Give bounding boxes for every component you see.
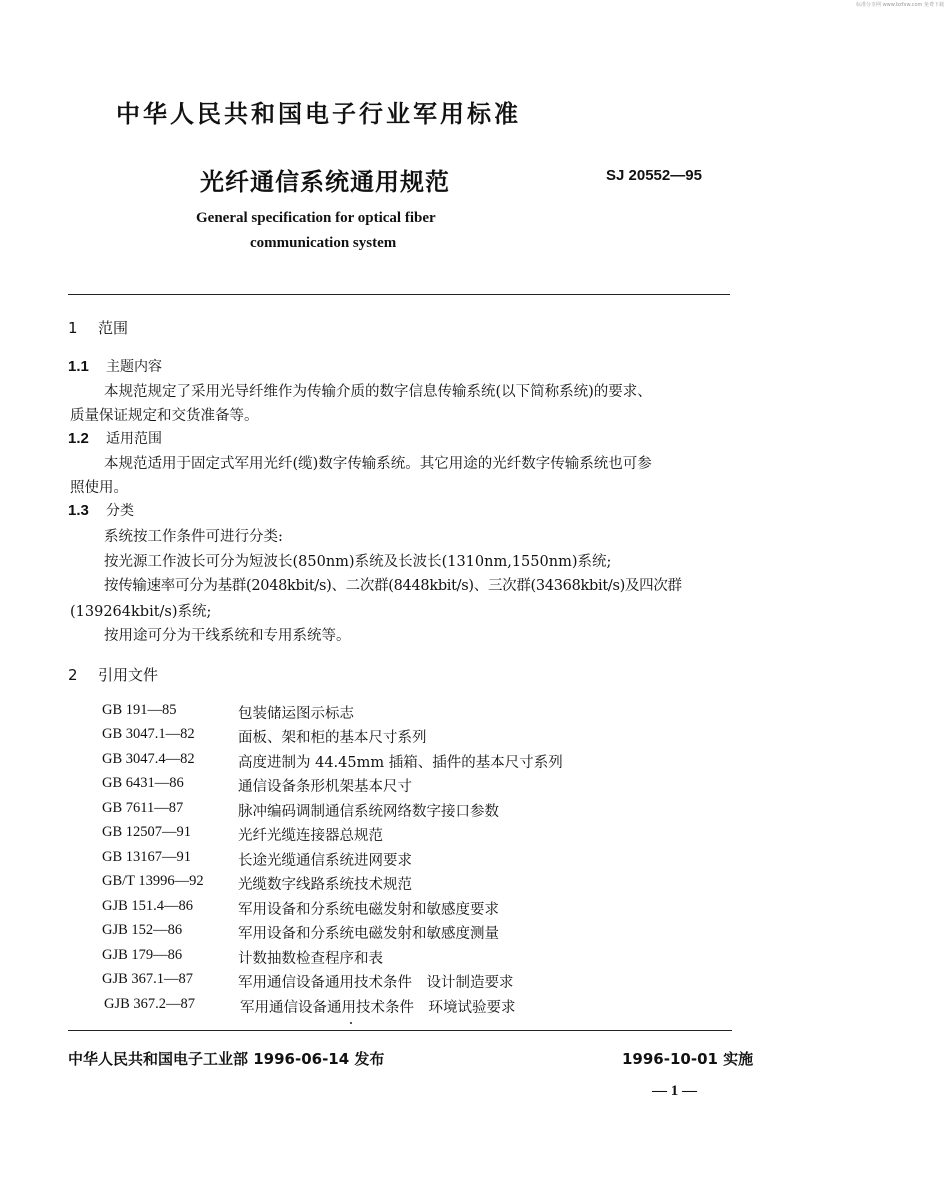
section-1-2-heading — [68, 428, 162, 448]
section-title: 分类 — [106, 503, 134, 519]
org-title: 中华人民共和国电子行业军用标准 — [116, 100, 521, 128]
reference-code: GB 3047.4—82 — [102, 751, 195, 767]
reference-title: 面板、架和柜的基本尺寸系列 — [238, 730, 427, 746]
section-number: 1.1 — [68, 358, 89, 375]
paragraph-line: 按传输速率可分为基群(2048kbit/s)、二次群(8448kbit/s)、三次群(34368kbit/s)及四次群 — [104, 578, 682, 594]
reference-code: GB/T 13996—92 — [102, 873, 204, 889]
reference-code: GJB 367.2—87 — [104, 996, 196, 1012]
page-number: — 1 — — [652, 1083, 697, 1099]
issue-date: 中华人民共和国电子工业部 1996-06-14 发布 — [68, 1050, 385, 1068]
reference-title: 通信设备条形机架基本尺寸 — [238, 779, 412, 795]
section-number: 1.3 — [68, 502, 89, 519]
paragraph-line: 按用途可分为干线系统和专用系统等。 — [104, 628, 351, 644]
doc-code: SJ 20552—95 — [606, 167, 702, 184]
paragraph-line: 本规范适用于固定式军用光纤(缆)数字传输系统。其它用途的光纤数字传输系统也可参 — [104, 456, 652, 472]
paragraph-line: 质量保证规定和交货准备等。 — [70, 408, 259, 424]
reference-title: 光纤光缆连接器总规范 — [238, 828, 383, 844]
reference-title: 光缆数字线路系统技术规范 — [238, 877, 412, 893]
reference-title: 军用通信设备通用技术条件 环境试验要求 — [240, 1000, 516, 1016]
section-1-3-heading — [68, 500, 134, 520]
reference-code: GJB 151.4—86 — [102, 898, 194, 914]
section-number: 2 — [68, 666, 78, 684]
reference-code: GB 191—85 — [102, 702, 177, 718]
reference-title: 包装储运图示标志 — [238, 706, 354, 722]
reference-code: GB 13167—91 — [102, 849, 192, 865]
paragraph-line: 照使用。 — [70, 480, 128, 496]
english-title-line2: communication system — [250, 235, 397, 251]
reference-title: 军用设备和分系统电磁发射和敏感度测量 — [238, 926, 499, 942]
doc-title: 光纤通信系统通用规范 — [200, 168, 450, 196]
english-title-line1: General specification for optical fiber — [196, 210, 436, 226]
section-title: 引用文件 — [98, 666, 159, 684]
paragraph-line: 系统按工作条件可进行分类: — [104, 529, 283, 545]
section-title: 范围 — [98, 319, 129, 337]
footer-divider — [68, 1030, 732, 1031]
watermark: 标准分享网 www.bzfxw.com 免费下载 — [856, 2, 944, 8]
section-number: 1.2 — [68, 430, 89, 447]
reference-code: GJB 152—86 — [102, 922, 183, 938]
scan-speck — [350, 1022, 352, 1024]
section-1-1-heading — [68, 356, 162, 376]
reference-title: 脉冲编码调制通信系统网络数字接口参数 — [238, 804, 499, 820]
paragraph-line: 本规范规定了采用光导纤维作为传输介质的数字信息传输系统(以下简称系统)的要求、 — [104, 384, 652, 400]
section-number: 1 — [68, 319, 78, 337]
reference-title: 高度进制为 44.45mm 插箱、插件的基本尺寸系列 — [238, 755, 563, 771]
paragraph-line: (139264kbit/s)系统; — [70, 604, 212, 620]
reference-code: GJB 367.1—87 — [102, 971, 194, 987]
section-2-heading — [68, 664, 158, 685]
paragraph-line: 按光源工作波长可分为短波长(850nm)系统及长波长(1310nm,1550nm)系统; — [104, 554, 612, 570]
reference-code: GB 6431—86 — [102, 775, 184, 791]
section-title: 主题内容 — [106, 359, 162, 375]
section-1-heading — [68, 317, 128, 338]
section-title: 适用范围 — [106, 431, 162, 447]
reference-title: 计数抽数检查程序和表 — [238, 951, 383, 967]
reference-code: GB 12507—91 — [102, 824, 192, 840]
reference-title: 军用设备和分系统电磁发射和敏感度要求 — [238, 902, 499, 918]
header-divider — [68, 294, 730, 295]
reference-title: 军用通信设备通用技术条件 设计制造要求 — [238, 975, 514, 991]
reference-title: 长途光缆通信系统进网要求 — [238, 853, 412, 869]
reference-code: GJB 179—86 — [102, 947, 183, 963]
reference-code: GB 7611—87 — [102, 800, 184, 816]
reference-code: GB 3047.1—82 — [102, 726, 195, 742]
effective-date: 1996-10-01 实施 — [622, 1050, 754, 1068]
